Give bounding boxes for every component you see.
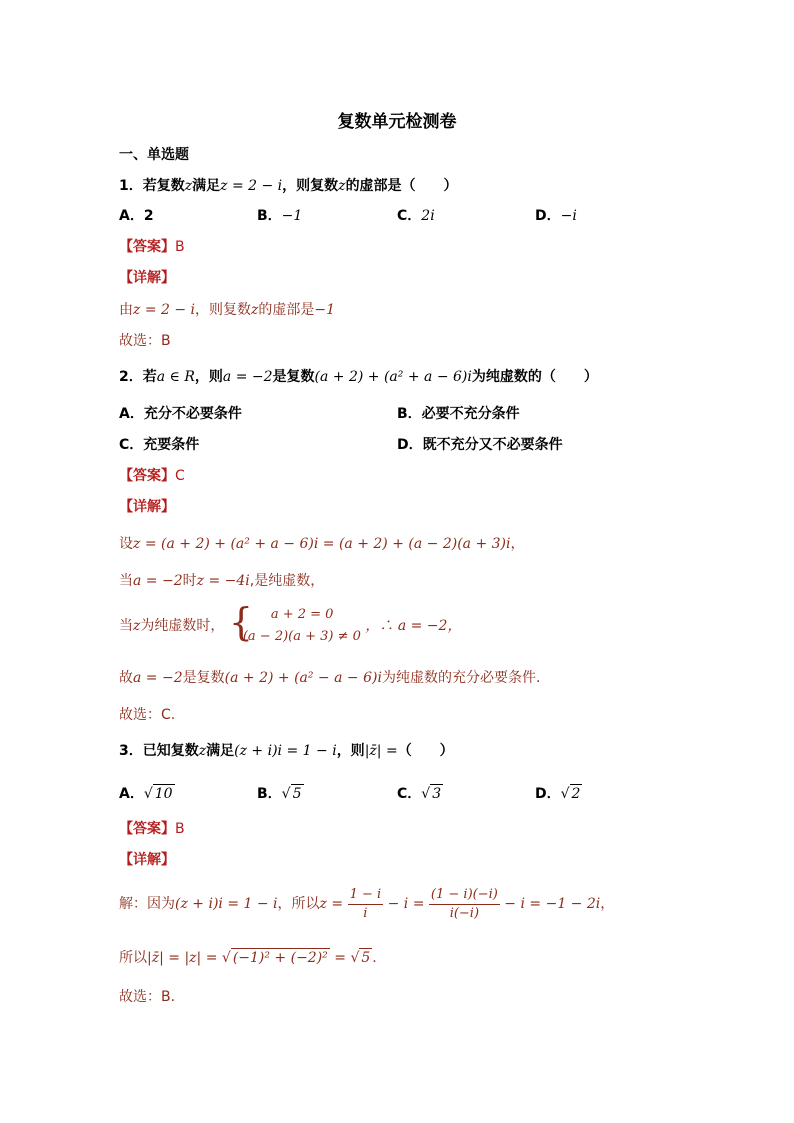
q1-option-c: C．2i	[397, 208, 435, 224]
q2-option-a: A．充分不必要条件	[119, 406, 242, 422]
q3-conclusion: 故选：B.	[119, 989, 176, 1005]
q3-detail-line-1: 解：因为(z + i)i = 1 − i，所以z = $\frac{1 - i}{i}$ − i = $\frac{(1 - i)(-i)}{i(-i)}$ − i = −1 − 2i，	[119, 886, 615, 921]
q1-answer: 【答案】B	[119, 239, 185, 255]
q2-option-b: B．必要不充分条件	[397, 406, 520, 422]
q2-detail-line-1: 设z = (a + 2) + (a² + a − 6)i = (a + 2) + (a − 2)(a + 3)i，	[119, 536, 525, 552]
q2-option-c: C．充要条件	[119, 437, 200, 453]
left-brace-icon: {	[228, 600, 254, 644]
q1-conclusion: 故选：B	[119, 333, 171, 349]
system-of-equations: { a + 2 = 0 (a − 2)(a + 3) ≠ 0	[228, 600, 361, 644]
q1-detail: 由z = 2 − i，则复数z的虚部是−1	[119, 302, 336, 318]
q3-detail-line-2: 所以|z̄| = |z| = √ (−1)² + (−2)² = √ 5 .	[119, 950, 377, 966]
fraction-2: $\frac{(1 - i)(-i)}{i(-i)}$	[430, 886, 498, 921]
q3-option-a: A．√ 10	[119, 786, 173, 802]
section-heading: 一、单选题	[119, 147, 189, 163]
q2-detail-tag: 【详解】	[119, 499, 175, 515]
q2-detail-line-2: 当a = −2时z = −4i,是纯虚数，	[119, 573, 325, 589]
q2-conclusion: 故选：C.	[119, 707, 176, 723]
q3-option-d: D．√ 2	[535, 786, 581, 802]
q3-detail-tag: 【详解】	[119, 852, 175, 868]
q2-answer: 【答案】C	[119, 468, 185, 484]
page-title: 复数单元检测卷	[337, 112, 457, 132]
q3-option-b: B．√ 5	[257, 786, 302, 802]
q2-detail-line-3: 当z为纯虚数时， { a + 2 = 0 (a − 2)(a + 3) ≠ 0 ，∴ a = −2，	[119, 602, 461, 650]
q1-option-a: A．2	[119, 208, 154, 224]
q3-option-c: C．√ 3	[397, 786, 442, 802]
q3-answer: 【答案】B	[119, 821, 185, 837]
question-3-stem: 3．已知复数z满足(z + i)i = 1 − i，则|z̄| =（ ）	[119, 743, 454, 759]
question-1-stem: 1．若复数z满足z = 2 − i，则复数z的虚部是（ ）	[119, 178, 458, 194]
q2-option-d: D．既不充分又不必要条件	[397, 437, 563, 453]
q1-detail-tag: 【详解】	[119, 270, 175, 286]
q2-detail-line-4: 故a = −2是复数(a + 2) + (a² − a − 6)i为纯虚数的充分必要条件.	[119, 670, 541, 686]
question-2-stem: 2．若a ∈ R，则a = −2是复数(a + 2) + (a² + a − 6)i为纯虚数的（ ）	[119, 369, 598, 385]
q1-option-b: B．−1	[257, 208, 303, 224]
q1-option-d: D．−i	[535, 208, 577, 224]
fraction-1: $\frac{1 - i}{i}$	[349, 886, 382, 921]
